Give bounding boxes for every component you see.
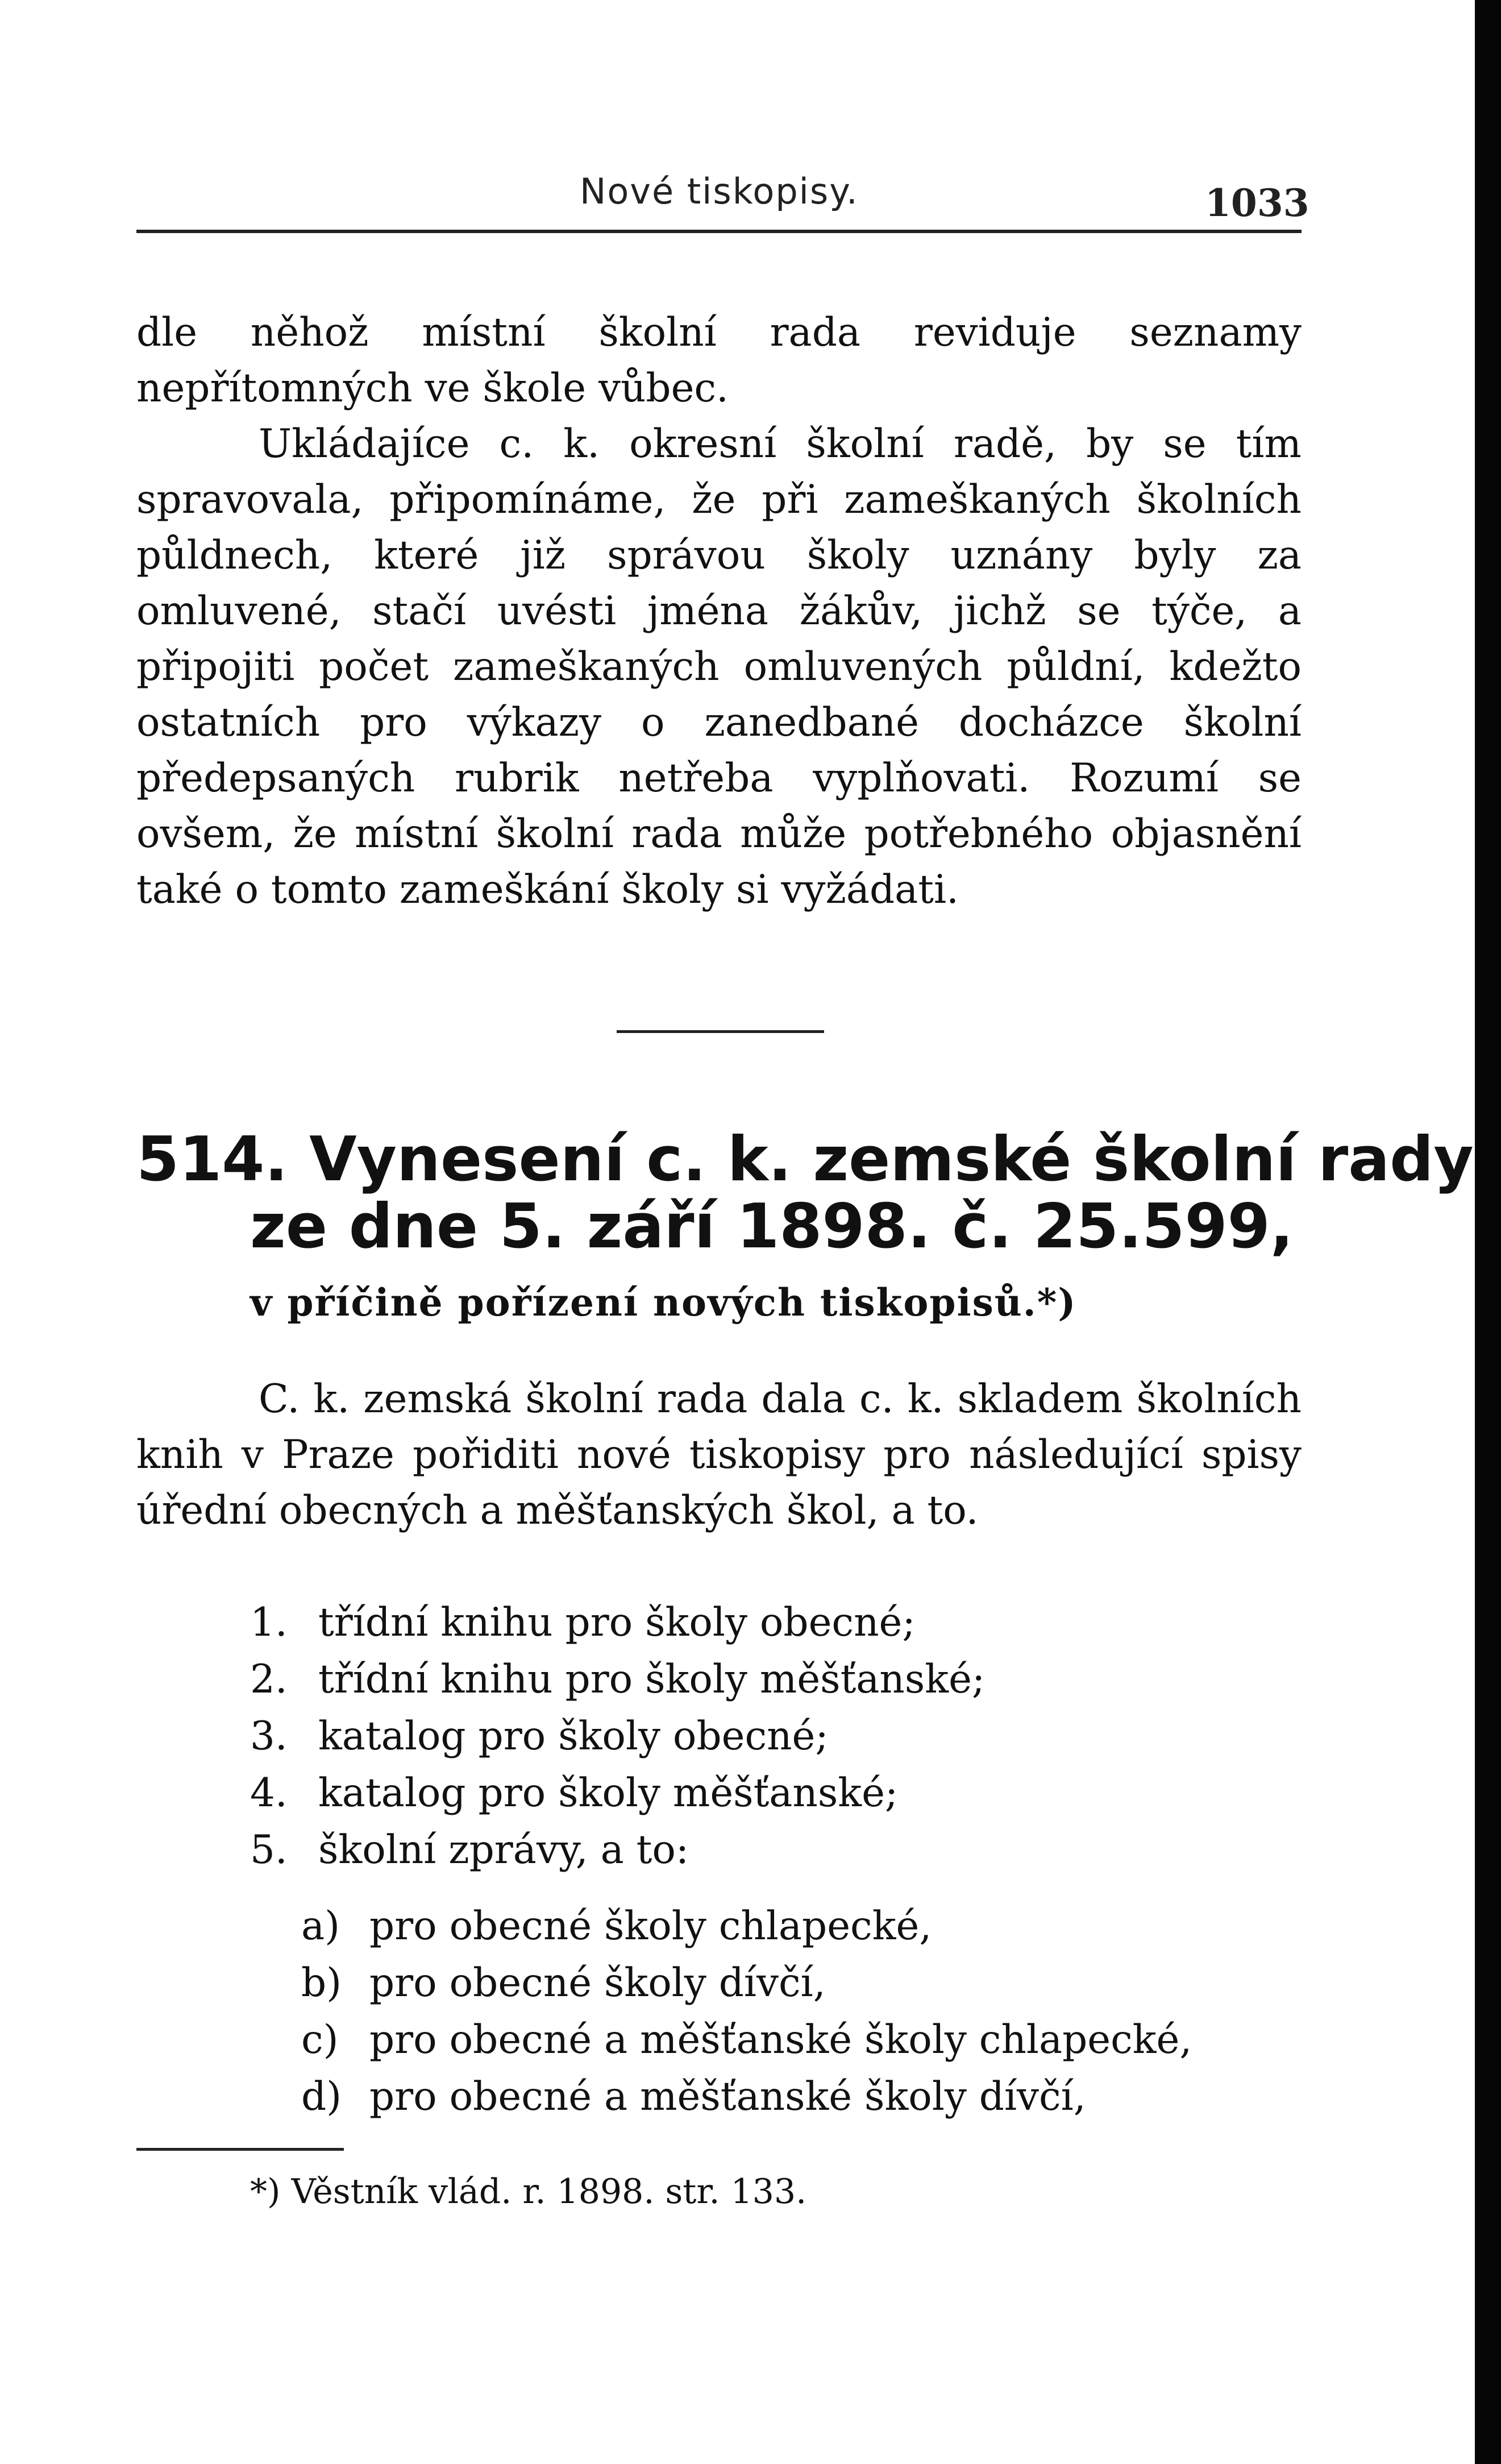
list-item: [250, 1651, 1302, 1708]
list-item-number: 4.: [250, 1770, 288, 1816]
list-item-text: katalog pro školy měšťanské;: [318, 1770, 899, 1816]
sublist-item-text: pro obecné školy dívčí,: [369, 1960, 826, 2006]
sublist-item: [301, 2011, 1302, 2068]
section-heading-line-2: ze dne 5. září 1898. č. 25.599,: [250, 1191, 1294, 1262]
forms-list: [250, 1594, 1302, 1878]
list-item-text: třídní knihu pro školy měšťanské;: [318, 1657, 986, 1702]
paragraph-continuation: dle něhož místní školní rada reviduje seznamy nepřítomných ve škole vůbec.: [136, 310, 1302, 411]
list-item: [250, 1765, 1302, 1822]
list-item: [250, 1708, 1302, 1765]
sublist-item-letter: a): [301, 1903, 340, 1949]
section-divider: [617, 1030, 824, 1033]
sublist-item: [301, 1955, 1302, 2011]
list-item-number: 3.: [250, 1714, 288, 1759]
sublist-item-text: pro obecné a měšťanské školy dívčí,: [369, 2074, 1086, 2119]
section-heading-line-1: 514. Vynesení c. k. zemské školní rady: [136, 1124, 1474, 1195]
list-item-number: 5.: [250, 1827, 288, 1873]
sublist-item-text: pro obecné a měšťanské školy chlapecké,: [369, 2017, 1192, 2063]
page-number: 1033: [1205, 181, 1309, 225]
list-item: [250, 1594, 1302, 1651]
section-subheading: v příčině pořízení nových tiskopisů.*): [250, 1280, 1077, 1325]
scan-edge: [1475, 0, 1501, 2464]
footnote-divider: [136, 2148, 344, 2151]
list-item-number: 2.: [250, 1657, 288, 1702]
school-reports-sublist: [301, 1898, 1302, 2125]
list-item-number: 1.: [250, 1600, 288, 1645]
sublist-item: [301, 2068, 1302, 2125]
footnote: *) Věstník vlád. r. 1898. str. 133.: [250, 2172, 807, 2212]
running-header-title: Nové tiskopisy.: [580, 171, 859, 212]
list-item-text: školní zprávy, a to:: [318, 1827, 689, 1873]
paragraph-instructions: Ukládajíce c. k. okresní školní radě, by se tím spravovala, připomínáme, že při zameškaných školních půldnech, které již správou školy uznány byly za omluvené, stačí uvésti jména žákův, jichž se týče, a připojiti počet zameškaných omluvených půldní, kdežto ostatních pro výkazy o zanedbané docházce školní předepsaných rubrik netřeba vyplňovati. Rozumí se ovšem, že místní školní rada může potřebného objasnění také o tomto zameškání školy si vyžádati.: [136, 421, 1302, 912]
paragraph-decree: C. k. zemská školní rada dala c. k. skladem školních knih v Praze pořiditi nové tiskopisy pro následující spisy úřední obecných a měšťanských škol, a to.: [136, 1376, 1302, 1533]
list-item-text: katalog pro školy obecné;: [318, 1714, 829, 1759]
sublist-item-letter: d): [301, 2074, 342, 2119]
header-divider: [136, 230, 1302, 233]
list-item: [250, 1822, 1302, 1878]
sublist-item-letter: c): [301, 2017, 339, 2063]
list-item-text: třídní knihu pro školy obecné;: [318, 1600, 916, 1645]
sublist-item-letter: b): [301, 1960, 342, 2006]
sublist-item-text: pro obecné školy chlapecké,: [369, 1903, 932, 1949]
sublist-item: [301, 1898, 1302, 1955]
